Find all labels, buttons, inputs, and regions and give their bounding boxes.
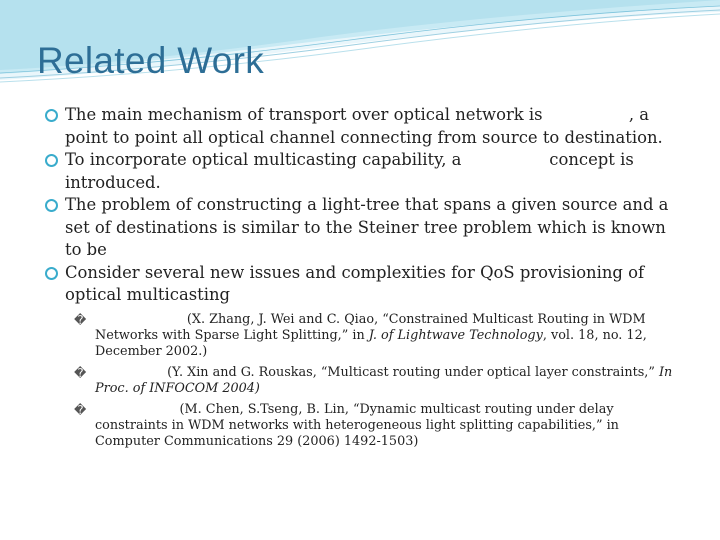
replacement-glyph-icon: � — [74, 365, 87, 380]
slide-title: Related Work — [37, 40, 265, 81]
reference-label: [Chen 2006] — [95, 401, 176, 417]
bullet-text-after: , a point to point all optical channel connecting from source to destination. — [65, 105, 663, 147]
reference-text: (Y. Xin and G. Rouskas, “Multicast routing under optical layer constraints,” — [167, 364, 659, 380]
reference-item — [44, 312, 684, 361]
replacement-glyph-icon: � — [74, 312, 87, 327]
bullet-item — [44, 194, 684, 262]
reference-item — [44, 402, 684, 451]
reference-label: [Xin 2004] — [95, 364, 164, 380]
bullet-highlight: NP-complete — [112, 240, 219, 259]
ring-bullet-icon — [45, 267, 58, 280]
bullet-text-after: concept is introduced. — [65, 150, 634, 192]
reference-list — [44, 312, 684, 451]
bullet-item — [44, 104, 684, 149]
reference-italic: J. of Lightwave Technology — [368, 327, 543, 343]
bullet-highlight: light-path — [547, 105, 629, 124]
slide-content — [44, 104, 684, 455]
bullet-list — [44, 104, 684, 307]
bullet-item — [44, 262, 684, 307]
reference-item — [44, 365, 684, 398]
bullet-item — [44, 149, 684, 194]
ring-bullet-icon — [45, 199, 58, 212]
reference-text: (X. Zhang, J. Wei and C. Qiao, “Constrained Multicast Routing in WDM Networks with Sparse Light Splitting,” in — [95, 311, 646, 343]
reference-label: [Zhang 2000] — [95, 311, 183, 327]
bullet-text: To incorporate optical multicasting capability, a — [65, 150, 467, 169]
reference-text: (M. Chen, S.Tseng, B. Lin, “Dynamic multicast routing under delay constraints in WDM networks with heterogeneous light splitting capabilities,” in Computer Communications 29 (2006) 1492-1503) — [95, 401, 619, 450]
reference-text-after: , vol. 18, no. 12, December 2002.) — [95, 327, 647, 360]
bullet-highlight: light-tree — [466, 150, 545, 169]
bullet-text: The main mechanism of transport over optical network is — [65, 105, 548, 124]
ring-bullet-icon — [45, 154, 58, 167]
ring-bullet-icon — [45, 109, 58, 122]
bullet-text: The problem of constructing a light-tree that spans a given source and a set of destinations is similar to the Steiner tree problem which is known to be — [65, 195, 669, 259]
bullet-text: Consider several new issues and complexities for QoS provisioning of optical multicasting — [65, 262, 645, 304]
reference-italic: In Proc. of INFOCOM 2004) — [95, 364, 673, 397]
replacement-glyph-icon: � — [74, 402, 87, 417]
